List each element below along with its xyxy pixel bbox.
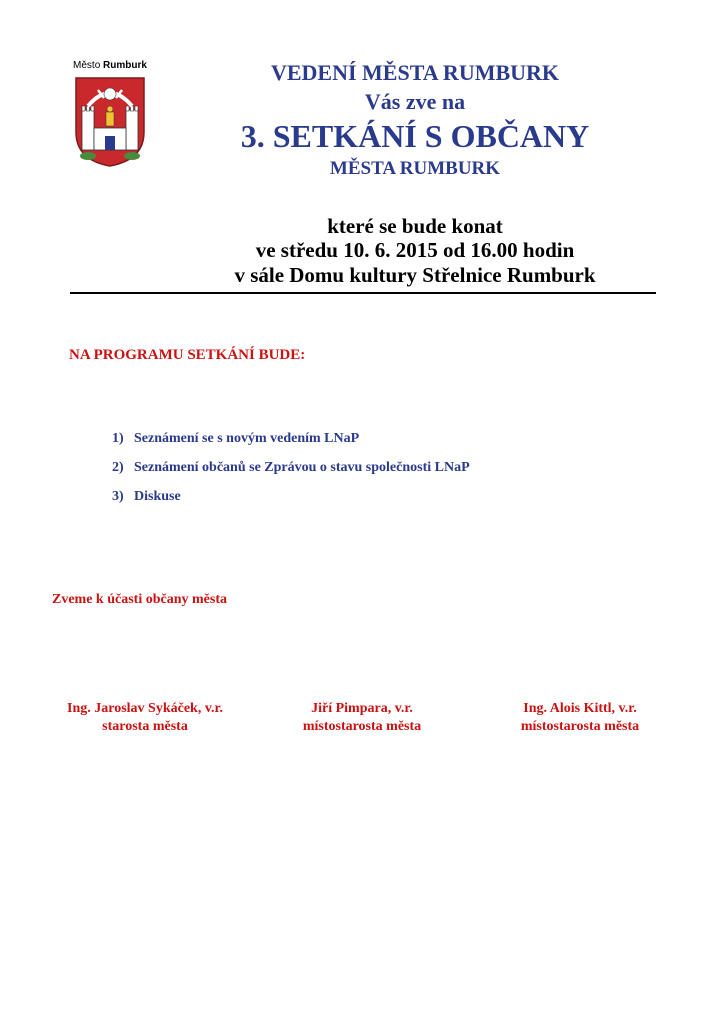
town-logo: [70, 60, 150, 170]
event-line-1: které se bude konat: [327, 214, 503, 238]
logo-label: [70, 60, 150, 71]
signature-role: místostarosta města: [302, 719, 422, 734]
agenda-item: [112, 430, 470, 459]
event-venue: v sále Domu kultury Střelnice Rumburk: [234, 263, 596, 287]
signature-role: starosta města: [102, 719, 188, 734]
header-line-1: VEDENÍ MĚSTA RUMBURK: [270, 60, 560, 85]
signature-block-deputy-2: [480, 700, 680, 736]
signature-name: Jiří Pimpara, v.r.: [311, 701, 413, 716]
header-line-2: Vás zve na: [364, 89, 466, 114]
agenda-item-number: 1): [112, 431, 124, 446]
agenda-item: [112, 459, 470, 488]
coat-of-arms-icon: [74, 76, 146, 168]
agenda-item-text: Diskuse: [134, 489, 181, 504]
signature-role: místostarosta města: [520, 719, 640, 734]
program-heading: NA PROGRAMU SETKÁNÍ BUDE:: [69, 347, 306, 363]
agenda-item: [112, 488, 470, 517]
signature-name: Ing. Alois Kittl, v.r.: [523, 701, 637, 716]
event-date-time: ve středu 10. 6. 2015 od 16.00 hodin: [255, 238, 575, 262]
agenda-item-number: 3): [112, 489, 124, 504]
signature-block-deputy-1: [262, 700, 462, 736]
signature-name: Ing. Jaroslav Sykáček, v.r.: [67, 701, 223, 716]
agenda-item-text: Seznámení občanů se Zprávou o stavu společnosti LNaP: [134, 460, 470, 475]
header-main-title: 3. SETKÁNÍ S OBČANY: [240, 118, 590, 154]
agenda-item-number: 2): [112, 460, 124, 475]
header-line-4: MĚSTA RUMBURK: [329, 158, 501, 179]
logo-label-name: Rumburk: [103, 60, 147, 71]
agenda-list: [112, 430, 470, 517]
divider: [70, 292, 656, 294]
logo-label-prefix: Město: [73, 60, 101, 71]
invitation-text: Zveme k účasti občany města: [52, 592, 227, 607]
signature-block-mayor: [40, 700, 250, 736]
agenda-item-text: Seznámení se s novým vedením LNaP: [134, 431, 360, 446]
